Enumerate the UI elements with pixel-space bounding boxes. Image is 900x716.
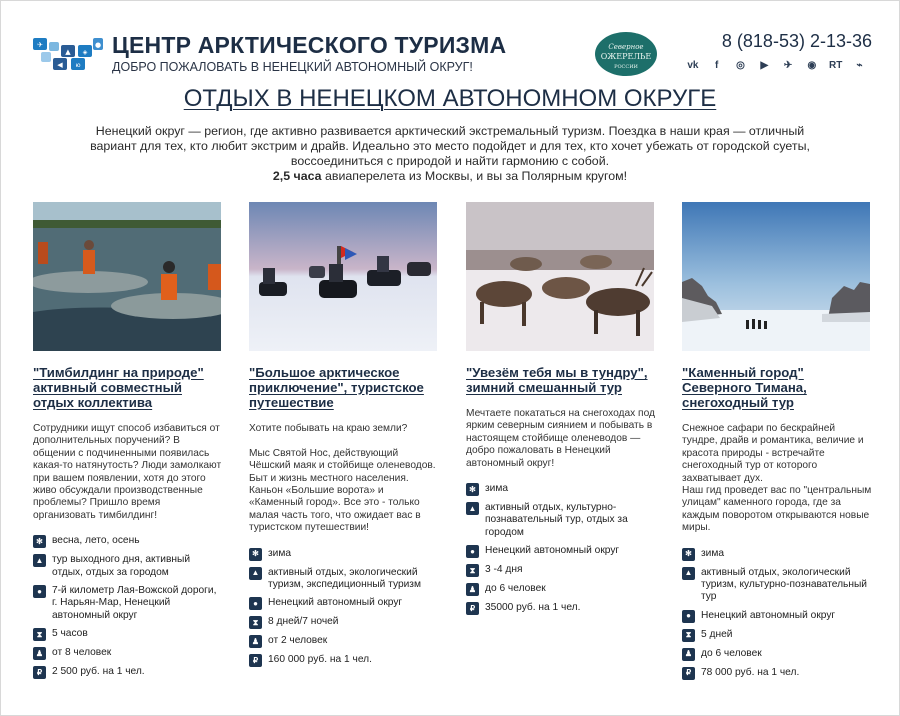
fact-price bbox=[682, 667, 872, 680]
location-pin-icon: ● bbox=[682, 610, 695, 623]
people-icon: ♟ bbox=[466, 583, 479, 596]
rss-icon[interactable]: ⌁ bbox=[856, 59, 863, 71]
people-icon: ♟ bbox=[249, 635, 262, 648]
svg-text:◀: ◀ bbox=[57, 61, 63, 69]
tour-card bbox=[466, 202, 656, 621]
fact-season bbox=[682, 548, 872, 561]
mountain-icon: ▲ bbox=[466, 502, 479, 515]
fact-text: Ненецкий автономный округ bbox=[701, 609, 836, 621]
fact-duration bbox=[249, 616, 439, 629]
mountain-icon: ▲ bbox=[682, 567, 695, 580]
tour-photo-stone-city[interactable] bbox=[682, 202, 870, 351]
intro-text bbox=[90, 124, 810, 184]
tour-photo-rafting[interactable] bbox=[33, 202, 221, 351]
svg-text:ю: ю bbox=[75, 62, 81, 69]
svg-text:◈: ◈ bbox=[82, 49, 88, 56]
ruble-icon: ₽ bbox=[682, 667, 695, 680]
fact-duration bbox=[682, 629, 872, 642]
people-icon: ♟ bbox=[33, 647, 46, 660]
fact-text: до 6 человек bbox=[701, 647, 762, 659]
tripadvisor-icon[interactable]: ◉ bbox=[807, 59, 817, 71]
page-title-text: ОТДЫХ В НЕНЕЦКОМ АВТОНОМНОМ ОКРУГЕ bbox=[183, 85, 717, 112]
fact-text: зима bbox=[485, 483, 509, 495]
location-pin-icon: ● bbox=[249, 597, 262, 610]
hourglass-icon: ⧗ bbox=[249, 616, 262, 629]
fact-text: активный отдых, экологический туризм, экспедиционный туризм bbox=[268, 566, 421, 591]
fact-text: 2 500 руб. на 1 чел. bbox=[52, 666, 145, 678]
fact-type bbox=[249, 567, 439, 592]
svg-text:▲: ▲ bbox=[65, 48, 71, 56]
tour-description: Снежное сафари по бескрайней тундре, драйв и романтика, величие и красота природы - встречайте снегоходный тур от которого захватывает дух. Наш гид проведет вас по "центральным улицам" каменного города, где за каждым поворотом открываются новые миры. bbox=[682, 423, 872, 534]
hourglass-icon: ⧗ bbox=[33, 628, 46, 641]
fact-season bbox=[466, 483, 656, 496]
badge-line1: Северное bbox=[608, 43, 644, 51]
gear-icon: ✻ bbox=[33, 535, 46, 548]
site-logo[interactable] bbox=[33, 36, 103, 70]
social-links bbox=[681, 58, 871, 72]
tour-title[interactable]: "Большое арктическое приключение", туристское путешествие bbox=[249, 365, 424, 410]
fact-text: 8 дней/7 ночей bbox=[268, 616, 339, 628]
ruble-icon: ₽ bbox=[33, 666, 46, 679]
tour-title[interactable]: "Увезём тебя мы в тундру", зимний смешанный тур bbox=[466, 365, 648, 395]
fact-location bbox=[466, 545, 656, 558]
fact-text: 7-й километр Лая-Вожской дороги, г. Нарьян-Мар, Ненецкий автономный округ bbox=[52, 585, 217, 621]
site-subtitle: ДОБРО ПОЖАЛОВАТЬ В НЕНЕЦКИЙ АВТОНОМНЫЙ ОКРУГ! bbox=[112, 60, 473, 74]
badge-line2: ОЖЕРЕЛЬЕ bbox=[600, 52, 652, 61]
fact-text: 160 000 руб. на 1 чел. bbox=[268, 654, 372, 666]
fact-text: 5 дней bbox=[701, 628, 733, 640]
tour-photo-snowmobiles[interactable] bbox=[249, 202, 437, 351]
people-icon: ♟ bbox=[682, 648, 695, 661]
fact-text: активный отдых, экологический туризм, культурно-познавательный тур bbox=[701, 566, 867, 603]
fact-text: от 2 человек bbox=[268, 635, 328, 647]
tour-description: Сотрудники ищут способ избавиться от дополнительных поручений? В общении с подчиненными появилась какая-то натянутость? Люди замолкают при вашем появлении, хотя до этого живо обсуждали производственные проблемы? Пришло время организовать тимбилдинг! bbox=[33, 423, 222, 521]
intro-tail: авиаперелета из Москвы, и вы за Полярным кругом! bbox=[321, 169, 628, 183]
tour-card bbox=[249, 202, 439, 673]
fact-group bbox=[33, 647, 223, 660]
tour-description: Мечтаете покататься на снегоходах под ярким северным сиянием и побывать в настоящем стойбище оленеводов — добро пожаловать в Ненецкий автономный округ! bbox=[466, 408, 655, 469]
fact-group bbox=[249, 635, 439, 648]
location-pin-icon: ● bbox=[33, 585, 46, 598]
tour-description: Хотите побывать на краю земли? Мыс Святой Нос, действующий Чёшский маяк и стойбище оленеводов. Быт и жизнь местного населения. Каньон «Большие ворота» и «Каменный город». Все это - только малая часть того, что ожидает вас в туристском путешествии! bbox=[249, 423, 436, 534]
svg-text:●: ● bbox=[94, 41, 102, 49]
tour-title[interactable]: "Тимбилдинг на природе" активный совместный отдых коллектива bbox=[33, 365, 204, 410]
fact-price bbox=[466, 602, 656, 615]
ruble-icon: ₽ bbox=[466, 602, 479, 615]
gear-icon: ✻ bbox=[249, 548, 262, 561]
tour-facts bbox=[682, 548, 872, 680]
rt-icon[interactable]: RT bbox=[829, 59, 843, 71]
fact-text: до 6 человек bbox=[485, 583, 546, 595]
page-title bbox=[0, 85, 900, 113]
fact-text: Ненецкий автономный округ bbox=[485, 545, 620, 557]
ruble-icon: ₽ bbox=[249, 654, 262, 667]
fact-price bbox=[249, 654, 439, 667]
fact-text: 35000 руб. на 1 чел. bbox=[485, 602, 581, 614]
gear-icon: ✻ bbox=[466, 483, 479, 496]
tour-card bbox=[682, 202, 872, 686]
fact-type bbox=[466, 502, 656, 539]
fact-group bbox=[682, 648, 872, 661]
gear-icon: ✻ bbox=[682, 548, 695, 561]
facebook-icon[interactable]: f bbox=[715, 59, 719, 71]
fact-season bbox=[249, 548, 439, 561]
phone-number[interactable]: 8 (818-53) 2-13-36 bbox=[721, 31, 872, 51]
site-title[interactable]: ЦЕНТР АРКТИЧЕСКОГО ТУРИЗМА bbox=[112, 32, 507, 58]
youtube-icon[interactable]: ▶ bbox=[760, 59, 769, 71]
tour-photo-reindeer[interactable] bbox=[466, 202, 654, 351]
instagram-icon[interactable]: ◎ bbox=[736, 59, 745, 71]
fact-location bbox=[249, 597, 439, 610]
telegram-icon[interactable]: ✈ bbox=[783, 59, 793, 71]
fact-text: от 8 человек bbox=[52, 647, 112, 659]
fact-type bbox=[682, 567, 872, 604]
intro-body: Ненецкий округ — регион, где активно развивается арктический экстремальный туризм. Поездка в наши края — отличный вариант для тех, кто любит экстрим и драйв. Идеально это место подойдет и для тех, кто хочет убежать от городской суеты, воссоединиться с природой и найти гармонию с собой. bbox=[90, 124, 810, 168]
fact-duration bbox=[33, 628, 223, 641]
fact-text: весна, лето, осень bbox=[52, 535, 140, 547]
mountain-icon: ▲ bbox=[33, 554, 46, 567]
hourglass-icon: ⧗ bbox=[682, 629, 695, 642]
fact-text: тур выходного дня, активный отдых, отдых за городом bbox=[52, 554, 191, 578]
fact-price bbox=[33, 666, 223, 679]
location-pin-icon: ● bbox=[466, 545, 479, 558]
intro-bold: 2,5 часа bbox=[272, 169, 322, 183]
vk-icon[interactable]: vk bbox=[687, 59, 699, 71]
fact-text: 78 000 руб. на 1 чел. bbox=[701, 666, 800, 678]
fact-season bbox=[33, 535, 223, 548]
fact-text: 5 часов bbox=[52, 628, 88, 640]
tour-title[interactable]: "Каменный город" Северного Тимана, снегоходный тур bbox=[682, 365, 807, 410]
fact-text: зима bbox=[268, 547, 292, 559]
mountain-icon: ▲ bbox=[249, 567, 262, 580]
fact-location bbox=[682, 610, 872, 623]
fact-duration bbox=[466, 564, 656, 577]
fact-text: 3 -4 дня bbox=[485, 564, 523, 576]
fact-text: Ненецкий автономный округ bbox=[268, 597, 403, 609]
northern-necklace-badge[interactable] bbox=[595, 32, 657, 76]
badge-line3: РОССИИ bbox=[614, 64, 638, 70]
hourglass-icon: ⧗ bbox=[466, 564, 479, 577]
fact-type bbox=[33, 554, 223, 579]
fact-location bbox=[33, 585, 223, 622]
fact-group bbox=[466, 583, 656, 596]
fact-text: зима bbox=[701, 547, 725, 559]
tour-facts bbox=[249, 548, 439, 668]
tour-facts bbox=[33, 535, 223, 679]
fact-text: активный отдых, культурно-познавательный тур, отдых за городом bbox=[485, 502, 628, 538]
svg-text:✈: ✈ bbox=[37, 41, 43, 49]
tour-card bbox=[33, 202, 223, 685]
tour-facts bbox=[466, 483, 656, 615]
